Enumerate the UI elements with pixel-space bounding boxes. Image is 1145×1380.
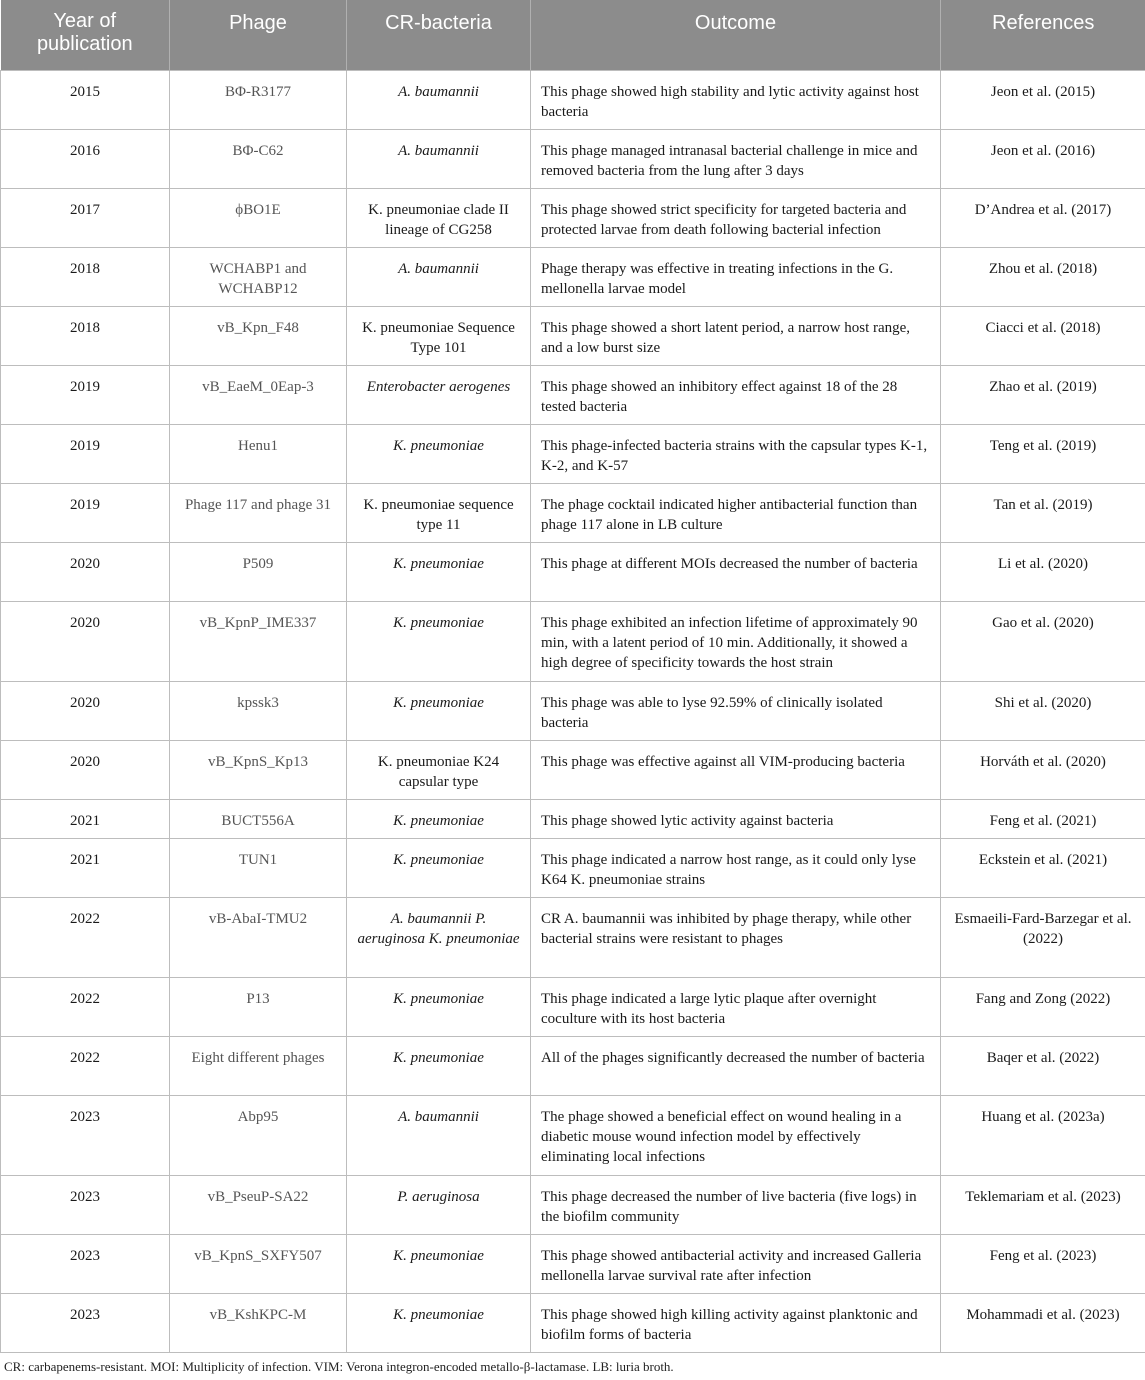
cell-reference: Jeon et al. (2016) bbox=[941, 129, 1145, 188]
cell-reference: Tan et al. (2019) bbox=[941, 483, 1145, 542]
cell-phage: TUN1 bbox=[170, 838, 347, 897]
cell-reference: Feng et al. (2023) bbox=[941, 1234, 1145, 1293]
cell-year: 2019 bbox=[1, 365, 170, 424]
cell-bacteria: K. pneumoniae sequence type 11 bbox=[347, 483, 531, 542]
cell-outcome: This phage indicated a narrow host range, as it could only lyse K64 K. pneumoniae strains bbox=[531, 838, 941, 897]
cell-phage: WCHABP1 and WCHABP12 bbox=[170, 247, 347, 306]
header-row bbox=[1, 0, 1145, 70]
table-row bbox=[1, 838, 1145, 897]
cell-outcome: This phage at different MOIs decreased the number of bacteria bbox=[531, 542, 941, 601]
bacteria-name: P. aeruginosa bbox=[397, 1188, 480, 1205]
bacteria-name: A. baumannii bbox=[398, 1108, 479, 1125]
bacteria-name: A. baumannii bbox=[398, 83, 479, 100]
cell-year: 2018 bbox=[1, 247, 170, 306]
cell-bacteria bbox=[347, 897, 531, 977]
cell-year: 2022 bbox=[1, 977, 170, 1036]
cell-outcome: This phage indicated a large lytic plaque after overnight coculture with its host bacteria bbox=[531, 977, 941, 1036]
cell-year: 2020 bbox=[1, 740, 170, 799]
cell-outcome: This phage managed intranasal bacterial challenge in mice and removed bacteria from the lung after 3 days bbox=[531, 129, 941, 188]
cell-bacteria bbox=[347, 1175, 531, 1234]
cell-bacteria bbox=[347, 247, 531, 306]
bacteria-name: K. pneumoniae bbox=[393, 851, 484, 868]
cell-outcome: This phage exhibited an infection lifetime of approximately 90 min, with a latent period of 10 min. Additionally, it showed a high degree of specificity towards the host strain bbox=[531, 601, 941, 681]
table-row bbox=[1, 1293, 1145, 1352]
cell-reference: Zhao et al. (2019) bbox=[941, 365, 1145, 424]
cell-reference: Huang et al. (2023a) bbox=[941, 1095, 1145, 1175]
cell-year: 2015 bbox=[1, 70, 170, 129]
table-row bbox=[1, 740, 1145, 799]
bacteria-name: K. pneumoniae bbox=[393, 1306, 484, 1323]
cell-reference: Eckstein et al. (2021) bbox=[941, 838, 1145, 897]
cell-phage: BΦ-R3177 bbox=[170, 70, 347, 129]
table-row bbox=[1, 601, 1145, 681]
cell-phage: BUCT556A bbox=[170, 799, 347, 838]
cell-reference: Horváth et al. (2020) bbox=[941, 740, 1145, 799]
cell-phage: ϕBO1E bbox=[170, 188, 347, 247]
cell-year: 2023 bbox=[1, 1234, 170, 1293]
cell-phage: P13 bbox=[170, 977, 347, 1036]
cell-year: 2016 bbox=[1, 129, 170, 188]
cell-bacteria bbox=[347, 681, 531, 740]
header-year: Year of publication bbox=[1, 0, 170, 70]
cell-year: 2019 bbox=[1, 483, 170, 542]
cell-phage: Abp95 bbox=[170, 1095, 347, 1175]
cell-bacteria bbox=[347, 1036, 531, 1095]
cell-year: 2020 bbox=[1, 681, 170, 740]
cell-year: 2020 bbox=[1, 542, 170, 601]
cell-phage: vB_KpnP_IME337 bbox=[170, 601, 347, 681]
header-references: References bbox=[941, 0, 1145, 70]
bacteria-name: A. baumannii bbox=[398, 260, 479, 277]
cell-outcome: CR A. baumannii was inhibited by phage therapy, while other bacterial strains were resistant to phages bbox=[531, 897, 941, 977]
cell-reference: Zhou et al. (2018) bbox=[941, 247, 1145, 306]
cell-phage: vB_Kpn_F48 bbox=[170, 306, 347, 365]
cell-bacteria bbox=[347, 70, 531, 129]
cell-phage: BΦ-C62 bbox=[170, 129, 347, 188]
cell-outcome: This phage decreased the number of live bacteria (five logs) in the biofilm community bbox=[531, 1175, 941, 1234]
table-row bbox=[1, 70, 1145, 129]
cell-outcome: This phage was effective against all VIM-producing bacteria bbox=[531, 740, 941, 799]
cell-year: 2023 bbox=[1, 1175, 170, 1234]
cell-year: 2021 bbox=[1, 799, 170, 838]
cell-phage: Phage 117 and phage 31 bbox=[170, 483, 347, 542]
cell-outcome: This phage showed an inhibitory effect against 18 of the 28 tested bacteria bbox=[531, 365, 941, 424]
cell-year: 2023 bbox=[1, 1293, 170, 1352]
cell-bacteria: K. pneumoniae clade II lineage of CG258 bbox=[347, 188, 531, 247]
cell-outcome: This phage was able to lyse 92.59% of clinically isolated bacteria bbox=[531, 681, 941, 740]
cell-outcome: All of the phages significantly decreased the number of bacteria bbox=[531, 1036, 941, 1095]
cell-outcome: Phage therapy was effective in treating infections in the G. mellonella larvae model bbox=[531, 247, 941, 306]
cell-bacteria bbox=[347, 799, 531, 838]
cell-phage: Eight different phages bbox=[170, 1036, 347, 1095]
cell-bacteria bbox=[347, 1095, 531, 1175]
bacteria-name: K. pneumoniae bbox=[393, 694, 484, 711]
cell-phage: vB_KpnS_SXFY507 bbox=[170, 1234, 347, 1293]
cell-year: 2018 bbox=[1, 306, 170, 365]
cell-outcome: This phage showed strict specificity for targeted bacteria and protected larvae from death following bacterial infection bbox=[531, 188, 941, 247]
header-bacteria: CR-bacteria bbox=[347, 0, 531, 70]
table-row bbox=[1, 188, 1145, 247]
header-outcome: Outcome bbox=[531, 0, 941, 70]
cell-reference: D’Andrea et al. (2017) bbox=[941, 188, 1145, 247]
cell-bacteria bbox=[347, 1234, 531, 1293]
cell-phage: vB_KshKPC-M bbox=[170, 1293, 347, 1352]
cell-outcome: This phage showed high stability and lytic activity against host bacteria bbox=[531, 70, 941, 129]
cell-bacteria bbox=[347, 424, 531, 483]
cell-outcome: The phage showed a beneficial effect on wound healing in a diabetic mouse wound infection model by effectively eliminating local infections bbox=[531, 1095, 941, 1175]
cell-phage: vB_KpnS_Kp13 bbox=[170, 740, 347, 799]
cell-reference: Mohammadi et al. (2023) bbox=[941, 1293, 1145, 1352]
cell-reference: Ciacci et al. (2018) bbox=[941, 306, 1145, 365]
cell-bacteria bbox=[347, 365, 531, 424]
bacteria-name: K. pneumoniae bbox=[393, 555, 484, 572]
cell-year: 2023 bbox=[1, 1095, 170, 1175]
cell-reference: Gao et al. (2020) bbox=[941, 601, 1145, 681]
cell-bacteria bbox=[347, 542, 531, 601]
table-row bbox=[1, 1036, 1145, 1095]
cell-reference: Teklemariam et al. (2023) bbox=[941, 1175, 1145, 1234]
cell-reference: Esmaeili-Fard-Barzegar et al. (2022) bbox=[941, 897, 1145, 977]
bacteria-name: A. baumannii P. aeruginosa K. pneumoniae bbox=[357, 910, 520, 947]
table-row bbox=[1, 306, 1145, 365]
table-row bbox=[1, 542, 1145, 601]
cell-year: 2021 bbox=[1, 838, 170, 897]
bacteria-name: K. pneumoniae bbox=[393, 812, 484, 829]
table-row bbox=[1, 681, 1145, 740]
cell-bacteria bbox=[347, 838, 531, 897]
table-footnote: CR: carbapenems-resistant. MOI: Multiplicity of infection. VIM: Verona integron-encoded metallo-β-lactamase. LB: luria broth. bbox=[4, 1359, 674, 1374]
cell-phage: kpssk3 bbox=[170, 681, 347, 740]
table-row bbox=[1, 977, 1145, 1036]
cell-year: 2022 bbox=[1, 897, 170, 977]
cell-year: 2020 bbox=[1, 601, 170, 681]
cell-reference: Li et al. (2020) bbox=[941, 542, 1145, 601]
table-row bbox=[1, 247, 1145, 306]
table-row bbox=[1, 424, 1145, 483]
table-row bbox=[1, 897, 1145, 977]
cell-outcome: This phage showed antibacterial activity and increased Galleria mellonella larvae survival rate after infection bbox=[531, 1234, 941, 1293]
cell-reference: Feng et al. (2021) bbox=[941, 799, 1145, 838]
cell-year: 2022 bbox=[1, 1036, 170, 1095]
table-row bbox=[1, 1095, 1145, 1175]
bacteria-name: K. pneumoniae bbox=[393, 437, 484, 454]
bacteria-name: A. baumannii bbox=[398, 142, 479, 159]
cell-outcome: This phage-infected bacteria strains with the capsular types K-1, K-2, and K-57 bbox=[531, 424, 941, 483]
table-row bbox=[1, 129, 1145, 188]
cell-bacteria: K. pneumoniae Sequence Type 101 bbox=[347, 306, 531, 365]
cell-outcome: This phage showed high killing activity against planktonic and biofilm forms of bacteria bbox=[531, 1293, 941, 1352]
bacteria-name: K. pneumoniae bbox=[393, 1049, 484, 1066]
cell-outcome: This phage showed lytic activity against bacteria bbox=[531, 799, 941, 838]
cell-reference: Jeon et al. (2015) bbox=[941, 70, 1145, 129]
cell-reference: Baqer et al. (2022) bbox=[941, 1036, 1145, 1095]
table-row bbox=[1, 483, 1145, 542]
cell-bacteria bbox=[347, 1293, 531, 1352]
cell-phage: vB_PseuP-SA22 bbox=[170, 1175, 347, 1234]
cell-reference: Shi et al. (2020) bbox=[941, 681, 1145, 740]
cell-phage: P509 bbox=[170, 542, 347, 601]
cell-bacteria bbox=[347, 129, 531, 188]
table-row bbox=[1, 1234, 1145, 1293]
cell-reference: Fang and Zong (2022) bbox=[941, 977, 1145, 1036]
cell-phage: vB-AbaI-TMU2 bbox=[170, 897, 347, 977]
bacteria-name: K. pneumoniae bbox=[393, 1247, 484, 1264]
cell-phage: Henu1 bbox=[170, 424, 347, 483]
cell-phage: vB_EaeM_0Eap-3 bbox=[170, 365, 347, 424]
bacteria-name: K. pneumoniae bbox=[393, 990, 484, 1007]
table-row bbox=[1, 365, 1145, 424]
cell-reference: Teng et al. (2019) bbox=[941, 424, 1145, 483]
bacteria-name: K. pneumoniae bbox=[393, 614, 484, 631]
cell-outcome: The phage cocktail indicated higher antibacterial function than phage 117 alone in LB culture bbox=[531, 483, 941, 542]
cell-bacteria: K. pneumoniae K24 capsular type bbox=[347, 740, 531, 799]
cell-bacteria bbox=[347, 977, 531, 1036]
cell-year: 2019 bbox=[1, 424, 170, 483]
cell-outcome: This phage showed a short latent period, a narrow host range, and a low burst size bbox=[531, 306, 941, 365]
table-row bbox=[1, 1175, 1145, 1234]
cell-year: 2017 bbox=[1, 188, 170, 247]
table-row bbox=[1, 799, 1145, 838]
cell-bacteria bbox=[347, 601, 531, 681]
header-phage: Phage bbox=[170, 0, 347, 70]
bacteria-name: Enterobacter aerogenes bbox=[366, 378, 511, 395]
